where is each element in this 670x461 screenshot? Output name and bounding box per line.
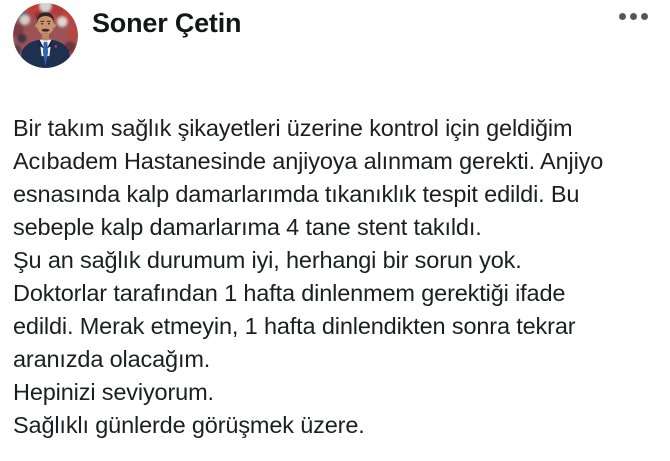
post-header: [13, 0, 657, 72]
dot: [619, 13, 626, 20]
post-line: Şu an sağlık durumum iyi, herhangi bir sorun yok.: [13, 247, 522, 273]
post-line: edildi. Merak etmeyin, 1 hafta dinlendikten sonra tekrar: [13, 313, 576, 339]
dot: [641, 13, 648, 20]
more-options-button[interactable]: [616, 2, 651, 30]
post-line: Acıbadem Hastanesinde anjiyoya alınmam gerekti. Anjiyo: [13, 148, 604, 174]
post-line: esnasında kalp damarlarımda tıkanıklık tespit edildi. Bu: [13, 181, 580, 207]
post-line: Hepinizi seviyorum.: [13, 379, 214, 405]
post-line: Doktorlar tarafından 1 hafta dinlenmem gerektiği ifade: [13, 280, 566, 306]
post-text: [13, 112, 664, 442]
ellipsis-horizontal-icon: [619, 13, 648, 20]
post-line: sebeple kalp damarlarıma 4 tane stent takıldı.: [13, 214, 482, 240]
post-line: aranızda olacağım.: [13, 346, 211, 372]
post-line: Sağlıklı günlerde görüşmek üzere.: [13, 412, 365, 438]
post-line: Bir takım sağlık şikayetleri üzerine kontrol için geldiğim: [13, 115, 573, 141]
profile-photo-icon: [13, 3, 78, 68]
dot: [630, 13, 637, 20]
author-name[interactable]: Soner Çetin: [92, 8, 242, 38]
avatar[interactable]: [13, 3, 78, 68]
